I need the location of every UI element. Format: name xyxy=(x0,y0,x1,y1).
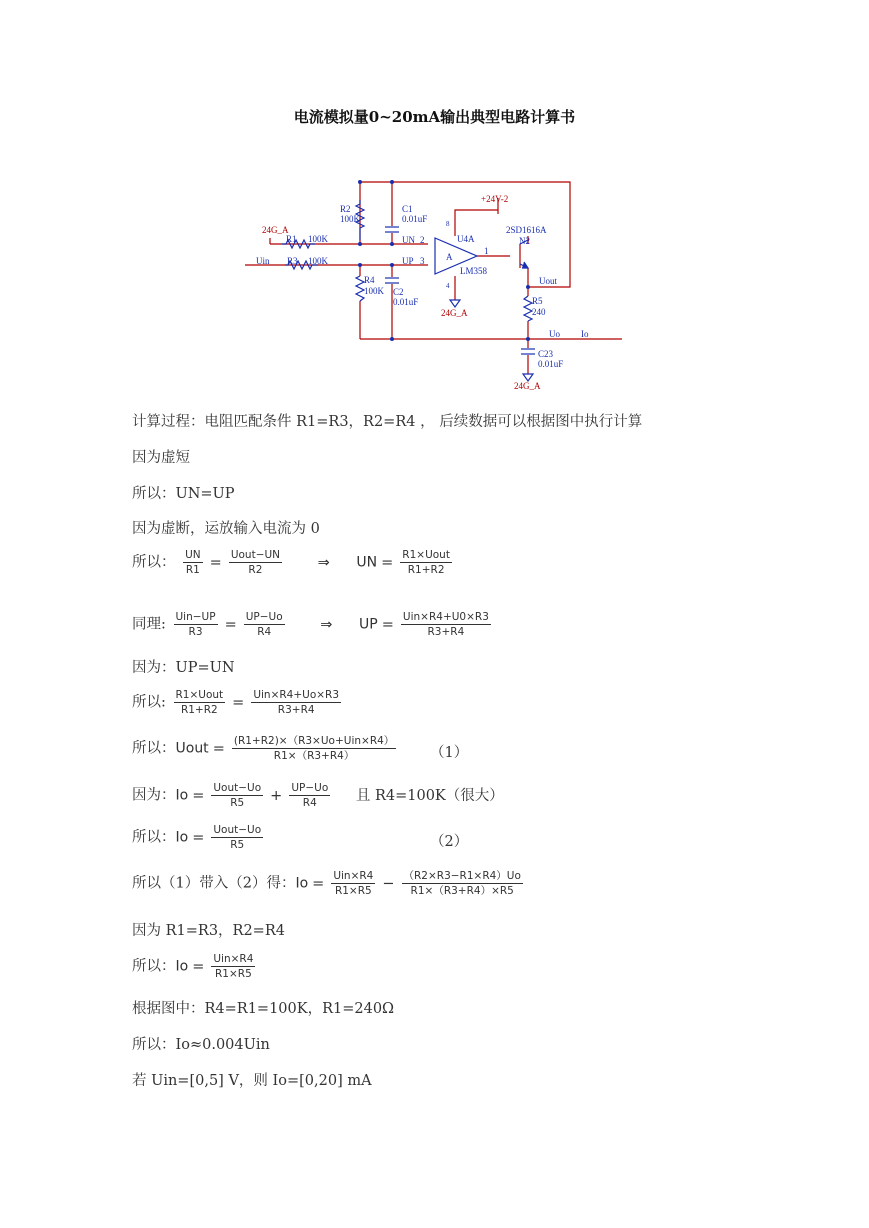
equation-part: R5 xyxy=(230,797,245,809)
label-c23: C23 xyxy=(538,349,554,359)
fraction xyxy=(251,688,341,717)
equation-part: 所以： xyxy=(132,740,176,757)
equation-part: Uout xyxy=(175,740,209,757)
fraction xyxy=(211,781,263,810)
label-c1: C1 xyxy=(402,204,413,214)
equation-part: Uin×R4+U0×R3 xyxy=(402,611,489,623)
equation-part: UP−Uo xyxy=(291,782,329,794)
equation-part: R3 xyxy=(188,626,203,638)
equation-part: R2 xyxy=(248,564,263,576)
equation-part: R4 xyxy=(302,797,317,809)
equation-part: 所以： xyxy=(132,958,176,975)
label-r1: R1 xyxy=(286,234,297,244)
label-pin4: 4 xyxy=(446,282,450,290)
label-io: Io xyxy=(581,329,589,339)
equation-part: R3+R4 xyxy=(427,626,465,638)
label-r1-value: 100K xyxy=(308,234,328,244)
label-n2: N2 xyxy=(519,236,530,246)
label-lm358: LM358 xyxy=(460,266,487,276)
label-ground-3: 24G_A xyxy=(514,381,541,391)
label-r2: R2 xyxy=(340,204,351,214)
label-ground-2: 24G_A xyxy=(441,308,468,318)
equation-part: 所以（1）带入（2）得： xyxy=(132,875,296,892)
equation-line-10 xyxy=(132,781,504,810)
equation-part: Io xyxy=(175,829,189,846)
label-pin1: 1 xyxy=(484,246,489,256)
label-un-pin: 2 xyxy=(420,235,425,245)
equation-part: = xyxy=(192,829,205,846)
text-line-16: 所以：Io≈0.004Uin xyxy=(132,1037,270,1053)
equation-part: UN xyxy=(356,554,378,571)
equation-part: Uout−Uo xyxy=(213,782,262,794)
label-c23-value: 0.01uF xyxy=(538,359,564,369)
fraction xyxy=(244,610,285,639)
label-transistor: 2SD1616A xyxy=(506,225,547,235)
label-up-pin: 3 xyxy=(420,256,425,266)
equation-part: R4 xyxy=(257,626,272,638)
label-r3: R3 xyxy=(287,256,298,266)
label-uin: Uin xyxy=(256,256,270,266)
equation-part: Uout−UN xyxy=(230,549,281,561)
fraction xyxy=(174,610,218,639)
text-line-7: 因为：UP=UN xyxy=(132,660,235,676)
equation-part: R1 xyxy=(185,564,200,576)
equation-line-6 xyxy=(132,610,494,639)
equation-part: 因为： xyxy=(132,787,176,804)
label-r5: R5 xyxy=(532,296,543,306)
equation-part: − xyxy=(382,875,395,892)
equation-part: = xyxy=(209,554,222,571)
equation-part: Uin−UP xyxy=(175,611,216,623)
fraction xyxy=(401,610,491,639)
fraction xyxy=(331,869,375,898)
equation-part: R1+R2 xyxy=(407,564,445,576)
equation-part: = xyxy=(224,616,237,633)
label-uo: Uo xyxy=(549,329,560,339)
equation-part: UN xyxy=(185,549,201,561)
equation-line-11 xyxy=(132,823,266,852)
label-24v: +24V-2 xyxy=(481,194,509,204)
equation-part: = xyxy=(192,958,205,975)
fraction xyxy=(211,952,255,981)
label-pin8: 8 xyxy=(446,220,450,228)
text-line-2: 因为虚短 xyxy=(132,450,190,466)
page-title: 电流模拟量0~20mA输出典型电路计算书 xyxy=(293,108,576,126)
label-up: UP xyxy=(402,256,414,266)
equation-part: 同理: xyxy=(132,616,166,633)
label-c1-value: 0.01uF xyxy=(402,214,428,224)
text-line-3: 所以：UN=UP xyxy=(132,486,235,502)
fraction xyxy=(402,869,523,898)
equation-part: Uin×R4 xyxy=(213,953,254,965)
label-r2-value: 100K xyxy=(340,214,360,224)
equation-line-8 xyxy=(132,688,344,717)
equation-part: = xyxy=(212,740,225,757)
equation-part: R1×R5 xyxy=(215,968,252,980)
equation-part: = xyxy=(381,554,394,571)
equation-part: = xyxy=(312,875,325,892)
equation-line-12 xyxy=(132,869,526,898)
text-line-1: 计算过程：电阻匹配条件 R1=R3，R2=R4 ， 后续数据可以根据图中执行计算 xyxy=(132,414,643,430)
equation-part: ⇒ xyxy=(320,616,333,633)
fraction xyxy=(211,823,263,852)
equation-part: R1×R5 xyxy=(334,885,372,897)
fraction xyxy=(174,688,226,717)
label-amp-a: A xyxy=(446,252,453,262)
equation-part: ⇒ xyxy=(317,554,330,571)
equation-part: 且 R4=100K（很大） xyxy=(355,787,504,804)
circuit-diagram xyxy=(240,176,640,398)
equation-line-14 xyxy=(132,952,258,981)
fraction xyxy=(289,781,330,810)
fraction xyxy=(229,548,282,577)
equation-part: (R1+R2)×（R3×Uo+Uin×R4） xyxy=(233,735,395,747)
text-line-13: 因为 R1=R3，R2=R4 xyxy=(132,923,285,939)
equation-part: R3+R4 xyxy=(277,704,315,716)
equation-line-5 xyxy=(132,548,455,577)
label-r4: R4 xyxy=(364,275,375,285)
fraction xyxy=(400,548,452,577)
label-ground-1: 24G_A xyxy=(262,225,289,235)
equation-part: = xyxy=(232,694,245,711)
equation-part: R5 xyxy=(230,839,245,851)
text-line-15: 根据图中：R4=R1=100K，R1=240Ω xyxy=(132,1001,395,1017)
equation-part: R1+R2 xyxy=(180,704,218,716)
equation-part: Uout−Uo xyxy=(213,824,262,836)
equation-part: R1×Uout xyxy=(402,549,450,561)
equation-part: UP xyxy=(359,616,378,633)
text-line-4: 因为虚断，运放输入电流为 0 xyxy=(132,521,320,537)
label-c2: C2 xyxy=(393,287,404,297)
equation-part: Io xyxy=(175,787,189,804)
fraction xyxy=(232,734,396,763)
label-u4a: U4A xyxy=(457,234,475,244)
equation-part: = xyxy=(381,616,394,633)
equation-part: = xyxy=(192,787,205,804)
label-un: UN xyxy=(402,235,415,245)
text-line-17: 若 Uin=[0,5] V，则 Io=[0,20] mA xyxy=(132,1073,372,1089)
label-r3-value: 100K xyxy=(308,256,328,266)
equation-part: 所以： xyxy=(132,554,176,571)
equation-part: 所以： xyxy=(132,829,176,846)
equation-tag-1: （1） xyxy=(430,745,469,761)
fraction xyxy=(183,548,203,577)
label-r4-value: 100K xyxy=(364,286,384,296)
equation-part: （R2×R3−R1×R4）Uo xyxy=(403,870,521,882)
equation-line-9 xyxy=(132,734,399,763)
equation-part: + xyxy=(270,787,283,804)
equation-part: Uin×R4+Uo×R3 xyxy=(253,689,340,701)
equation-part: R1×（R3+R4） xyxy=(273,750,355,762)
equation-part: Io xyxy=(175,958,189,975)
equation-part: UP−Uo xyxy=(245,611,283,623)
equation-part: Io xyxy=(295,875,309,892)
label-r5-value: 240 xyxy=(532,307,546,317)
label-c2-value: 0.01uF xyxy=(393,297,419,307)
label-uout: Uout xyxy=(539,276,557,286)
equation-tag-2: （2） xyxy=(430,834,469,850)
equation-part: R1×（R3+R4）×R5 xyxy=(410,885,514,897)
equation-part: Uin×R4 xyxy=(333,870,374,882)
equation-part: 所以: xyxy=(132,694,166,711)
equation-part: R1×Uout xyxy=(175,689,224,701)
